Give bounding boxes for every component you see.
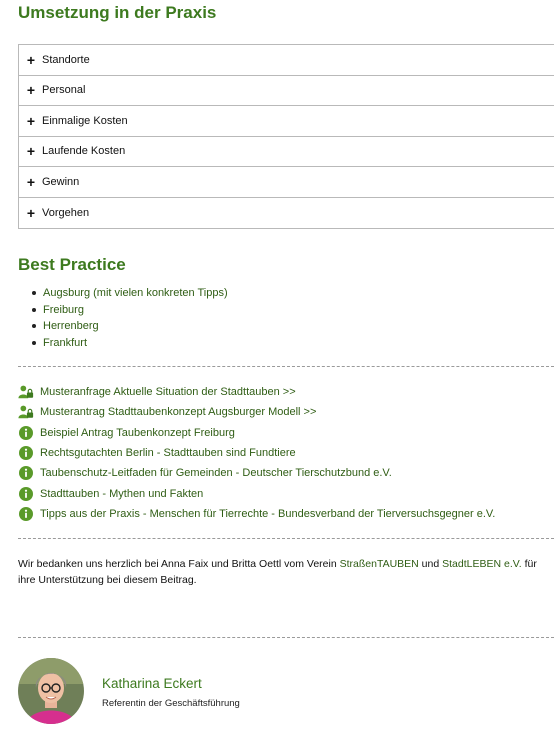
best-practice-link-augsburg[interactable]: Augsburg (mit vielen konkreten Tipps) xyxy=(43,287,228,300)
accordion-item-standorte[interactable] xyxy=(19,45,554,76)
resource-row xyxy=(18,504,495,524)
divider xyxy=(18,637,554,638)
bullet-icon xyxy=(32,308,36,312)
acknowledgement-middle: und xyxy=(418,558,443,570)
info-icon xyxy=(18,486,34,502)
author-role: Referentin der Geschäftsführung xyxy=(102,698,240,709)
bullet-icon xyxy=(32,324,36,328)
accordion xyxy=(18,44,554,229)
divider xyxy=(18,366,554,367)
resource-link-leitfaden[interactable]: Taubenschutz-Leitfaden für Gemeinden - Deutscher Tierschutzbund e.V. xyxy=(40,467,392,480)
accordion-label: Standorte xyxy=(42,53,90,66)
list-item xyxy=(32,318,228,335)
plus-icon: + xyxy=(26,173,36,190)
bullet-icon xyxy=(32,341,36,345)
accordion-label: Einmalige Kosten xyxy=(42,114,128,127)
best-practice-link-herrenberg[interactable]: Herrenberg xyxy=(43,320,99,333)
resource-row xyxy=(18,483,495,503)
link-stadtleben[interactable]: StadtLEBEN e.V. xyxy=(442,558,522,570)
author-name: Katharina Eckert xyxy=(102,676,202,691)
resource-row xyxy=(18,382,495,402)
accordion-label: Vorgehen xyxy=(42,206,90,219)
section-title-best-practice: Best Practice xyxy=(18,255,126,274)
best-practice-list xyxy=(32,285,228,351)
resource-link-tipps-praxis[interactable]: Tipps aus der Praxis - Menschen für Tierrechte - Bundesverband der Tierversuchsgegner e.V. xyxy=(40,507,496,520)
plus-icon: + xyxy=(26,204,36,221)
plus-icon: + xyxy=(26,82,36,99)
divider xyxy=(18,538,554,539)
acknowledgement-suffix: für ihre Unterstützung bei diesem Beitrag. xyxy=(18,558,537,586)
info-icon xyxy=(18,506,34,522)
accordion-label: Gewinn xyxy=(42,175,80,188)
acknowledgement-prefix: Wir bedanken uns herzlich bei Anna Faix und Britta Oettl vom Verein xyxy=(18,558,340,570)
plus-icon: + xyxy=(26,51,36,68)
resource-row xyxy=(18,423,495,443)
acknowledgement-text xyxy=(18,556,548,588)
info-icon xyxy=(18,445,34,461)
resource-link-musteranfrage[interactable]: Musteranfrage Aktuelle Situation der Stadttauben >> xyxy=(40,386,296,399)
plus-icon: + xyxy=(26,112,36,129)
resource-row xyxy=(18,463,495,483)
list-item xyxy=(32,285,228,302)
link-strassentauben[interactable]: StraßenTAUBEN xyxy=(339,558,419,570)
member-lock-icon xyxy=(18,404,34,420)
bullet-icon xyxy=(32,291,36,295)
plus-icon: + xyxy=(26,143,36,160)
info-icon xyxy=(18,425,34,441)
accordion-label: Personal xyxy=(42,84,86,97)
resource-link-antrag-freiburg[interactable]: Beispiel Antrag Taubenkonzept Freiburg xyxy=(40,426,235,439)
accordion-item-einmalige-kosten[interactable] xyxy=(19,106,554,137)
best-practice-link-frankfurt[interactable]: Frankfurt xyxy=(43,336,88,349)
resource-link-musterantrag[interactable]: Musterantrag Stadttaubenkonzept Augsburger Modell >> xyxy=(40,406,317,419)
accordion-item-vorgehen[interactable] xyxy=(19,198,554,229)
accordion-item-personal[interactable] xyxy=(19,76,554,107)
resource-links xyxy=(18,382,495,524)
resource-row xyxy=(18,443,495,463)
best-practice-link-freiburg[interactable]: Freiburg xyxy=(43,303,84,316)
resource-link-rechtsgutachten[interactable]: Rechtsgutachten Berlin - Stadttauben sind Fundtiere xyxy=(40,447,296,460)
list-item xyxy=(32,335,228,352)
accordion-item-gewinn[interactable] xyxy=(19,167,554,198)
resource-link-mythen-fakten[interactable]: Stadttauben - Mythen und Fakten xyxy=(40,487,204,500)
section-title-practice: Umsetzung in der Praxis xyxy=(18,3,217,22)
avatar xyxy=(18,658,84,724)
accordion-label: Laufende Kosten xyxy=(42,145,126,158)
accordion-item-laufende-kosten[interactable] xyxy=(19,137,554,168)
list-item xyxy=(32,302,228,319)
member-lock-icon xyxy=(18,384,34,400)
resource-row xyxy=(18,402,495,422)
info-icon xyxy=(18,465,34,481)
